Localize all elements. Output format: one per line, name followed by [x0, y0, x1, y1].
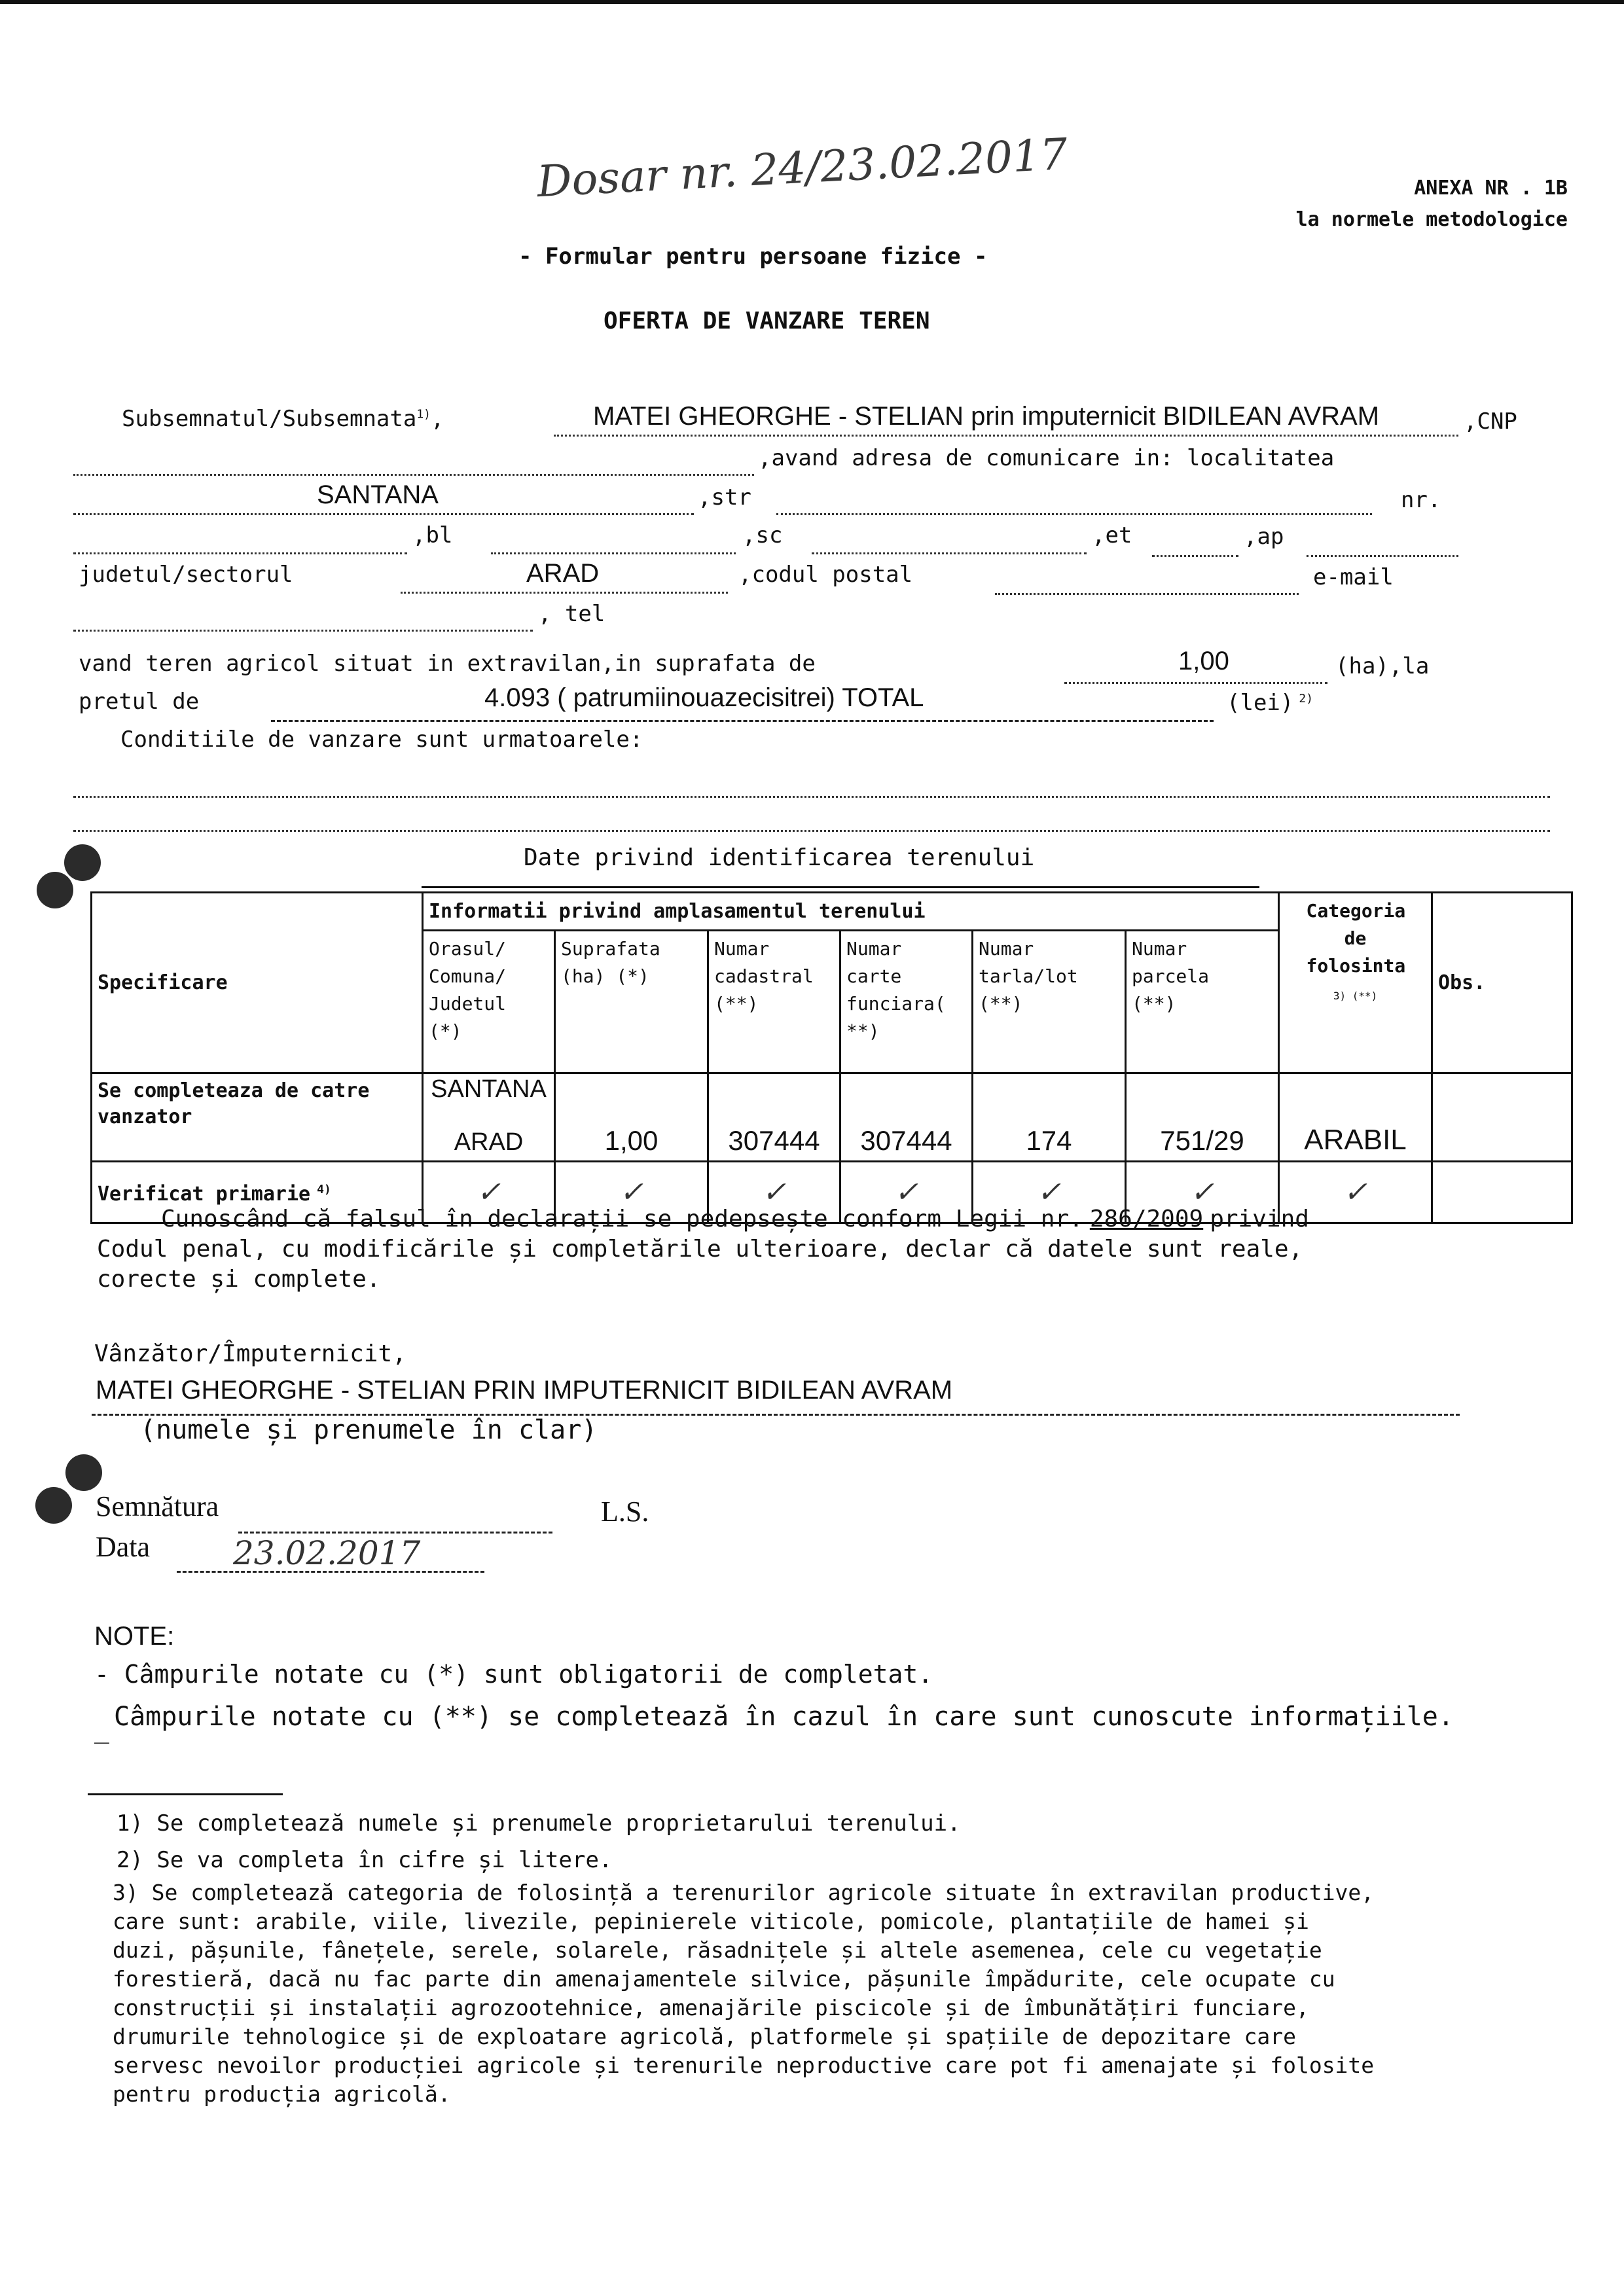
tel-label: , tel: [538, 601, 605, 627]
punch-hole-bottom-2: [35, 1487, 72, 1524]
note-2: Câmpurile notate cu (**) se completează în cazul în care sunt cunoscute informațiile.: [114, 1702, 1454, 1732]
locality-line: [73, 513, 694, 515]
col-carte: [840, 931, 973, 1073]
price-unit: [1227, 690, 1313, 716]
cell-tarla: 174: [973, 1073, 1126, 1162]
handwritten-registration: Dosar nr. 24/23.02.2017: [535, 128, 1069, 207]
col-oras-text: Orasul/ Comuna/ Judetul (*): [429, 938, 507, 1042]
email-label: e-mail: [1313, 564, 1394, 590]
cnp-line: [73, 474, 754, 476]
seller-label: [122, 406, 444, 432]
block-line: [491, 552, 736, 554]
stair-line: [812, 552, 1087, 554]
postal-line: [995, 593, 1299, 595]
sale-text: vand teren agricol situat in extravilan,in suprafata de: [79, 651, 816, 677]
footnote-3-line: pentru producția agricolă.: [113, 2081, 451, 2107]
punch-hole-top-2: [37, 872, 73, 908]
postal-label: ,codul postal: [738, 562, 913, 588]
annex-subtitle: la normele metodologice: [1295, 208, 1568, 231]
footnote-3-line: 3) Se completează categoria de folosință a terenurilor agricole situate în extravilan productive,: [113, 1880, 1375, 1905]
row-vanzator-label-text: Se completeaza de catre vanzator: [98, 1079, 370, 1128]
annex-number: ANEXA NR . 1B: [1414, 177, 1568, 200]
punch-hole-bottom-1: [65, 1454, 102, 1491]
col-specificare-text: Specificare: [98, 971, 228, 994]
cell-cadastral: 307444: [708, 1073, 840, 1162]
footnote-3-line: forestieră, dacă nu fac parte din amenajamentele silvice, pășunile împădurite, cele ocupate cu: [113, 1966, 1335, 1992]
block-label: ,bl: [412, 522, 453, 548]
col-parcela: [1126, 931, 1279, 1073]
check-parcela: ✓: [1126, 1162, 1279, 1223]
footnote-ref-4: 4): [317, 1183, 331, 1196]
page-title: OFERTA DE VANZARE TEREN: [604, 308, 930, 334]
floor-line: [1152, 555, 1238, 557]
cnp-label: ,CNP: [1464, 408, 1517, 435]
seller-name-line: [554, 435, 1458, 437]
col-specificare: [92, 893, 423, 1073]
col-tarla: [973, 931, 1126, 1073]
footnote-3-line: construcții și instalații agrozootehnice, amenajările piscicole și de îmbunătățiri funciare,: [113, 1995, 1309, 2020]
cell-suprafata: 1,00: [555, 1073, 708, 1162]
check-categoria: ✓: [1279, 1162, 1432, 1223]
footnote-1: 1) Se completează numele și prenumele proprietarului terenului.: [117, 1810, 961, 1837]
price-unit-text: (lei): [1227, 690, 1294, 716]
number-label: nr.: [1401, 487, 1441, 513]
footnote-2: 2) Se va completa în cifre și litere.: [117, 1847, 613, 1873]
col-suprafata: [555, 931, 708, 1073]
note-1: - Câmpurile notate cu (*) sunt obligatorii de completat.: [94, 1660, 933, 1689]
col-tarla-text: Numar tarla/lot (**): [979, 938, 1078, 1014]
scan-top-edge: [0, 0, 1624, 4]
conditions-line-1: [73, 796, 1550, 798]
footnote-3: [113, 1878, 1553, 2109]
declaration-line-1: [161, 1206, 1309, 1232]
email-line: [73, 630, 533, 632]
seller-name: MATEI GHEORGHE - STELIAN prin imputernicit BIDILEAN AVRAM: [593, 402, 1380, 431]
floor-label: ,et: [1092, 522, 1132, 548]
county-value: ARAD: [526, 559, 600, 588]
table-caption-rule: [422, 886, 1259, 888]
land-identification-table: [90, 891, 1573, 1224]
street-label: ,str: [698, 484, 751, 511]
row-primarie-label-text: Verificat primarie: [98, 1183, 311, 1206]
col-categoria: [1279, 893, 1432, 1073]
col-cadastral: [708, 931, 840, 1073]
signatory-name: MATEI GHEORGHE - STELIAN PRIN IMPUTERNICIT BIDILEAN AVRAM: [96, 1376, 953, 1405]
cell-oras: [423, 1073, 555, 1162]
declaration-line-2: Codul penal, cu modificările și completările ulterioare, declar că datele sunt reale,: [97, 1236, 1303, 1263]
cell-oras-locality: SANTANA: [431, 1075, 547, 1103]
check-oras: ✓: [423, 1162, 555, 1223]
cell-obs: [1432, 1073, 1572, 1162]
check-carte: ✓: [840, 1162, 973, 1223]
signature-label: Semnătura: [96, 1490, 219, 1522]
footnote-ref-2: 2): [1299, 691, 1314, 706]
cell-oras-county: ARAD: [454, 1128, 524, 1156]
check-cadastral: ✓: [708, 1162, 840, 1223]
footnote-3-line: duzi, pășunile, fânețele, serele, solarele, răsadnițele și altele asemenea, cele cu vegetație: [113, 1937, 1322, 1963]
signatory-hint: (numele și prenumele în clar): [140, 1415, 598, 1445]
declaration-text-b: privind: [1210, 1206, 1309, 1232]
street-line: [776, 513, 1372, 515]
area-value: 1,00: [1178, 647, 1229, 675]
check-obs: [1432, 1162, 1572, 1223]
table-caption: Date privind identificarea terenului: [524, 844, 1035, 871]
check-suprafata: ✓: [555, 1162, 708, 1223]
cell-categoria: ARABIL: [1279, 1073, 1432, 1162]
locality-value: SANTANA: [317, 480, 439, 509]
check-tarla: ✓: [973, 1162, 1126, 1223]
area-unit: (ha),la: [1335, 653, 1430, 679]
county-label: judetul/sectorul: [79, 562, 293, 588]
punch-hole-top-1: [64, 844, 101, 881]
footnote-ref-3: 3) (**): [1333, 990, 1378, 1002]
col-carte-text: Numar carte funciara( **): [846, 938, 946, 1042]
col-categoria-text: Categoria de folosinta: [1306, 900, 1406, 977]
price-value: 4.093 ( patrumiinouazecisitrei) TOTAL: [484, 683, 924, 712]
signatory-label: Vânzător/Împuternicit,: [94, 1340, 406, 1367]
conditions-line-2: [73, 830, 1550, 832]
note-2-dash: _: [94, 1715, 109, 1744]
cell-parcela: 751/29: [1126, 1073, 1279, 1162]
col-obs: [1432, 893, 1572, 1073]
number-line: [73, 552, 407, 554]
seller-comma: ,: [431, 406, 444, 432]
form-type: - Formular pentru persoane fizice -: [518, 243, 988, 270]
declaration-line-3: corecte și complete.: [97, 1266, 381, 1293]
seal-label: L.S.: [601, 1496, 649, 1528]
law-number: 286/2009: [1089, 1206, 1204, 1232]
col-obs-text: Obs.: [1438, 971, 1486, 994]
group-header: [423, 893, 1279, 931]
footnote-3-line: care sunt: arabile, viile, livezile, pepinierele viticole, pomicole, plantațiile de hamei și: [113, 1909, 1309, 1934]
price-label: pretul de: [79, 689, 200, 715]
footnote-rule: [88, 1793, 283, 1795]
price-line: [271, 720, 1214, 722]
col-parcela-text: Numar parcela (**): [1132, 938, 1210, 1014]
col-oras: [423, 931, 555, 1073]
stair-label: ,sc: [742, 522, 783, 548]
declaration-text-a: Cunoscând că falsul în declarații se pedepsește conform Legii nr.: [161, 1206, 1083, 1232]
footnote-ref-1: 1): [416, 407, 431, 422]
apartment-line: [1307, 555, 1458, 557]
apartment-label: ,ap: [1244, 524, 1284, 550]
conditions-label: Conditiile de vanzare sunt urmatoarele:: [120, 726, 643, 753]
footnote-3-line: drumurile tehnologice și de exploatare agricolă, platformele și spațiile de depozitare care: [113, 2024, 1296, 2049]
date-value: 23.02.2017: [233, 1534, 421, 1572]
row-vanzator-label: [92, 1073, 423, 1162]
col-suprafata-text: Suprafata (ha) (*): [561, 938, 660, 987]
address-label: ,avand adresa de comunicare in: localitatea: [758, 445, 1335, 471]
col-cadastral-text: Numar cadastral (**): [714, 938, 814, 1014]
footnote-3-line: servesc nevoilor producției agricole și terenurile neproductive care pot fi amenajate și folosite: [113, 2053, 1375, 2078]
group-header-text: Informatii privind amplasamentul terenului: [429, 899, 926, 923]
date-label: Data: [96, 1531, 151, 1563]
seller-label-text: Subsemnatul/Subsemnata: [122, 406, 417, 432]
county-line: [401, 592, 728, 594]
notes-title: NOTE:: [94, 1622, 175, 1651]
area-line: [1064, 682, 1327, 684]
cell-carte: 307444: [840, 1073, 973, 1162]
signature-line: [238, 1532, 552, 1534]
